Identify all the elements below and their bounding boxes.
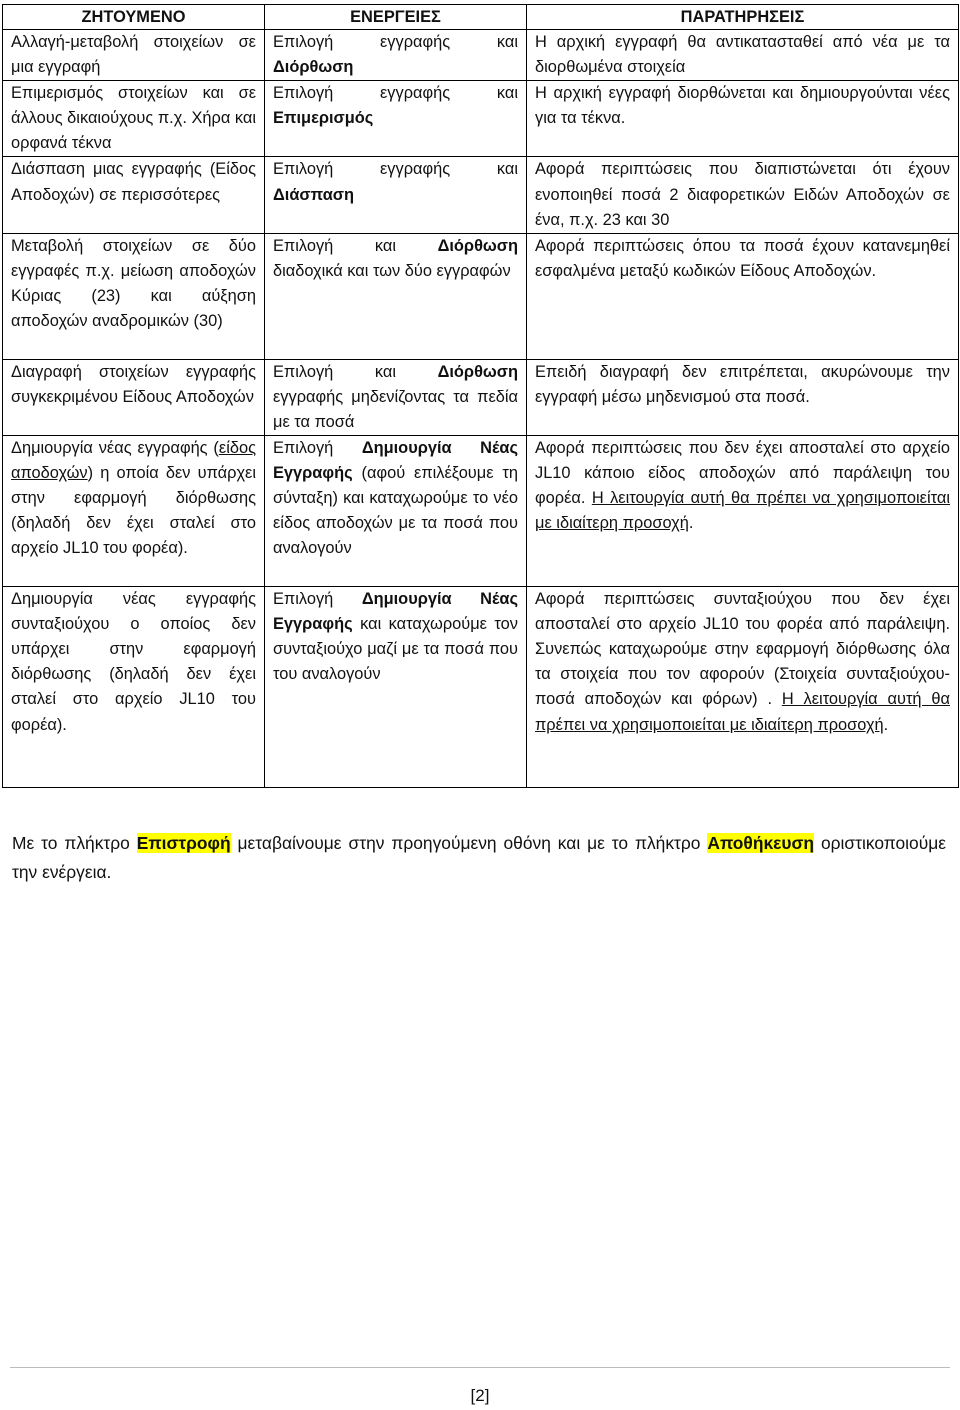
cell-text: Επιλογή εγγραφής και (273, 33, 518, 51)
cell-remarks (527, 30, 959, 81)
cell-text: Η λειτουργία αυτή θα πρέπει να χρησιμοποιείται με ιδιαίτερη προσοχή (535, 690, 950, 734)
cell-text: . (883, 715, 889, 734)
back-key-label: Επιστροφή (136, 833, 231, 853)
cell-text: Επιλογή εγγραφής και (273, 84, 518, 103)
cell-actions (265, 233, 527, 359)
cell-text: εγγραφής μηδενίζοντας τα πεδία με τα ποσά (273, 387, 518, 431)
cell-text: είδος αποδοχών (11, 439, 256, 483)
table-row (3, 359, 959, 435)
cell-text: Αφορά περιπτώσεις που διαπιστώνεται ότι έχουν ενοποιηθεί ποσά 2 διαφορετικών Ειδών Αποδοχών σε ένα, π.χ. 23 και 30 (535, 160, 950, 229)
cell-requested (3, 359, 265, 435)
cell-text: Διάσπαση (273, 185, 355, 204)
page-number: [2] (470, 1386, 490, 1405)
footer-text-3: οριστικοποιούμε την ενέργεια. (12, 833, 947, 882)
footer-separator (10, 1367, 950, 1368)
cell-text: Επιλογή και (273, 236, 438, 255)
cell-text: (αφού επιλέξουμε τη σύνταξη) και καταχωρούμε το νέο είδος αποδοχών με τα ποσά που αναλογούν (273, 464, 518, 558)
cell-text: Διαγραφή στοιχείων εγγραφής συγκεκριμένου Είδους Αποδοχών (11, 362, 256, 406)
cell-text: Επιλογή και (273, 362, 438, 381)
cell-text: Επιλογή εγγραφής και (273, 160, 518, 179)
cell-actions (265, 436, 527, 587)
cell-text: διαδοχικά και των δύο εγγραφών (273, 261, 511, 280)
cell-requested (3, 157, 265, 233)
footer-text-1: Με το πλήκτρο (12, 833, 137, 853)
table-row (3, 157, 959, 233)
footer-text-2: μεταβαίνουμε στην προηγούμενη οθόνη και με το πλήκτρο (230, 833, 708, 853)
cell-requested (3, 233, 265, 359)
save-key-label: Αποθήκευση (707, 833, 815, 853)
table-row (3, 30, 959, 81)
cell-text: . (688, 514, 694, 533)
cell-requested (3, 30, 265, 81)
header-requested: ΖΗΤΟΥΜΕΝΟ (3, 5, 265, 30)
cell-text: Αφορά περιπτώσεις που δεν έχει αποσταλεί στο αρχείο JL10 κάποιο είδος αποδοχών από παράλειψη του φορέα. (535, 439, 950, 508)
cell-text: Μεταβολή στοιχείων σε δύο εγγραφές π.χ. μείωση αποδοχών Κύριας (23) και αύξηση αποδοχών αναδρομικών (30) (11, 236, 256, 331)
cell-text: Αφορά περιπτώσεις όπου τα ποσά έχουν κατανεμηθεί εσφαλμένα μεταξύ κωδικών Είδους Αποδοχών. (535, 236, 950, 280)
table-row (3, 233, 959, 359)
cell-actions (265, 359, 527, 435)
cell-text: Δημιουργία νέας εγγραφής συνταξιούχου ο οποίος δεν υπάρχει στην εφαρμογή διόρθωσης (δηλαδή δεν έχει σταλεί στο αρχείο JL10 του φορέα). (11, 590, 256, 734)
cell-text: Διόρθωση (273, 58, 354, 77)
cell-remarks (527, 233, 959, 359)
table-row (3, 81, 959, 157)
cell-text: Διόρθωση (437, 362, 518, 381)
table-row (3, 436, 959, 587)
cell-actions (265, 157, 527, 233)
cell-text: Διάσπαση μιας εγγραφής (Είδος Αποδοχών) σε περισσότερες (11, 160, 256, 204)
cell-requested (3, 436, 265, 587)
cell-remarks (527, 436, 959, 587)
cell-text: Η αρχική εγγραφή διορθώνεται και δημιουργούνται νέες για τα τέκνα. (535, 84, 950, 128)
cell-text: Επειδή διαγραφή δεν επιτρέπεται, ακυρώνουμε την εγγραφή μέσω μηδενισμού στα ποσά. (535, 362, 950, 406)
table-row (3, 587, 959, 788)
cell-text: Δημιουργία Νέας Εγγραφής (273, 439, 519, 483)
cell-remarks (527, 157, 959, 233)
cell-text: και καταχωρούμε τον συνταξιούχο μαζί με τα ποσά που του αναλογούν (273, 615, 518, 684)
header-remarks: ΠΑΡΑΤΗΡΗΣΕΙΣ (527, 5, 959, 30)
header-actions: ΕΝΕΡΓΕΙΕΣ (265, 5, 527, 30)
cell-remarks (527, 359, 959, 435)
cell-text: Επιμερισμός (273, 109, 374, 128)
cell-text: Η αρχική εγγραφή θα αντικατασταθεί από νέα με τα διορθωμένα στοιχεία (535, 33, 950, 77)
cell-text: Αλλαγή-μεταβολή στοιχείων σε μια εγγραφή (11, 33, 256, 77)
cell-actions (265, 587, 527, 788)
cell-requested (3, 81, 265, 157)
table-header-row (3, 5, 959, 30)
cell-remarks (527, 81, 959, 157)
cell-actions (265, 30, 527, 81)
cell-text: Επιλογή (273, 590, 362, 609)
cell-text: Η λειτουργία αυτή θα πρέπει να χρησιμοποιείται με ιδιαίτερη προσοχή (535, 489, 950, 533)
cell-text: Αφορά περιπτώσεις συνταξιούχου που δεν έχει αποσταλεί στο αρχείο JL10 του φορέα από παράλειψη. Συνεπώς καταχωρούμε στην εφαρμογή διόρθωσης όλα τα στοιχεία που τον αφορούν (Στοιχεία συνταξιούχου- ποσά αποδοχών και φόρων) . (535, 590, 950, 709)
cell-text: Δημιουργία Νέας Εγγραφής (273, 590, 519, 634)
cell-text: Διόρθωση (437, 236, 518, 255)
cell-text: Δημιουργία νέας εγγραφής ( (11, 439, 219, 458)
cell-text: Επιλογή (273, 439, 362, 458)
cell-text: ) η οποία δεν υπάρχει στην εφαρμογή διόρθωσης (δηλαδή δεν έχει σταλεί στο αρχείο JL10 του φορέα). (11, 464, 256, 558)
cell-requested (3, 587, 265, 788)
cell-actions (265, 81, 527, 157)
cell-remarks (527, 587, 959, 788)
cell-text: Επιμερισμός στοιχείων και σε άλλους δικαιούχους π.χ. Χήρα και ορφανά τέκνα (11, 84, 256, 153)
footer-instructions (12, 829, 946, 887)
actions-table (2, 4, 959, 788)
